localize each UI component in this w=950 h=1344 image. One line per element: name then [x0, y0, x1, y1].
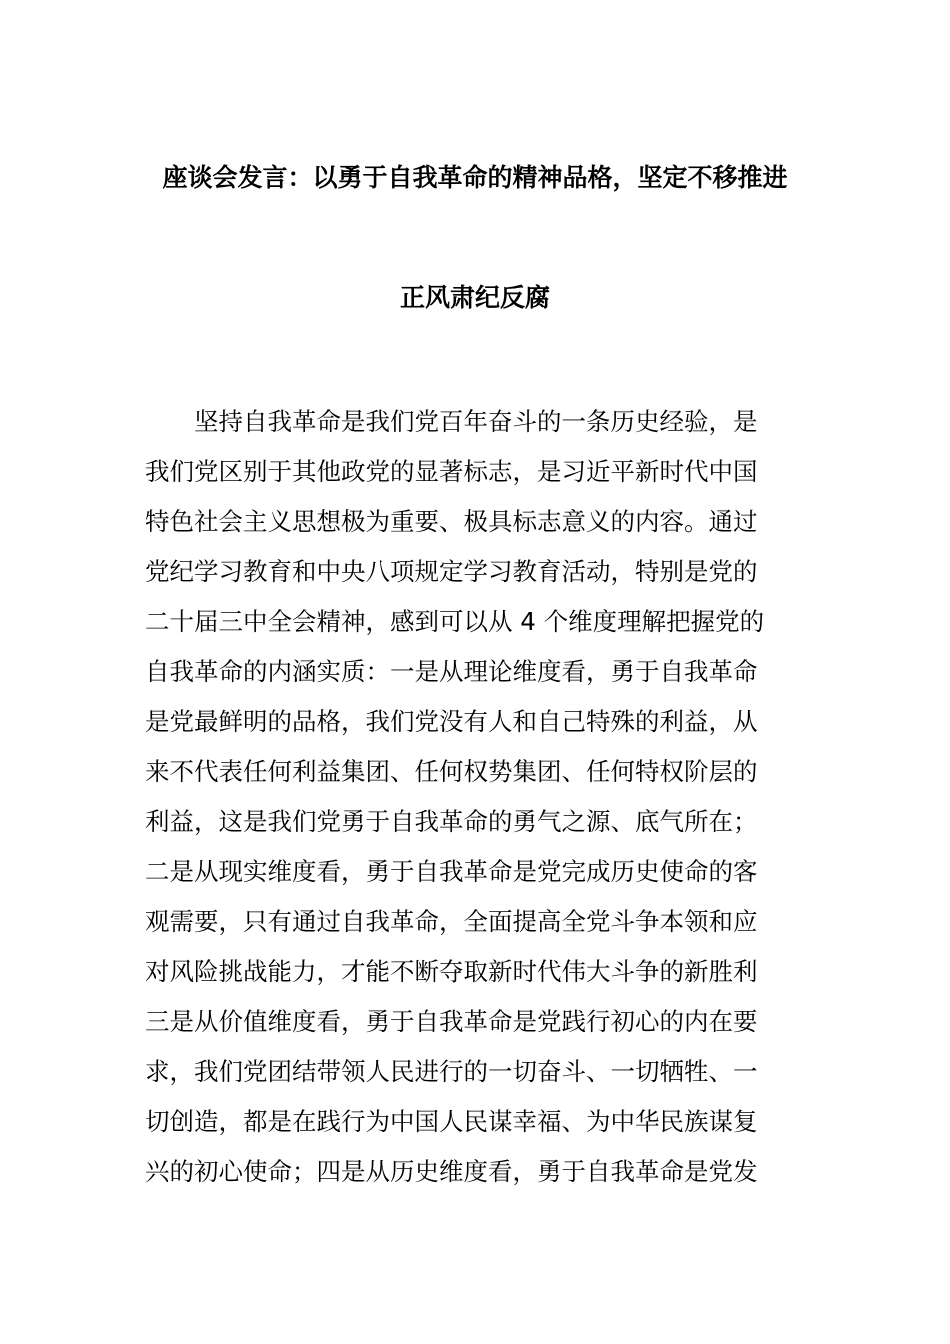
body-line: 求，我们党团结带领人民进行的一切奋斗、一切牺牲、一 [145, 1057, 758, 1086]
body-line: 自我革命的内涵实质：一是从理论维度看，勇于自我革命 [145, 657, 758, 686]
body-line: 二是从现实维度看，勇于自我革命是党完成历史使命的客 [145, 857, 758, 886]
body-line: 切创造，都是在践行为中国人民谋幸福、为中华民族谋复 [145, 1107, 758, 1136]
body-line: 我们党区别于其他政党的显著标志，是习近平新时代中国 [145, 457, 758, 486]
body-line: 兴的初心使命；四是从历史维度看，勇于自我革命是党发 [145, 1157, 758, 1186]
body-line: 观需要，只有通过自我革命，全面提高全党斗争本领和应 [145, 907, 758, 936]
body-line: 党纪学习教育和中央八项规定学习教育活动，特别是党的 [145, 557, 758, 586]
body-line: 对风险挑战能力，才能不断夺取新时代伟大斗争的新胜利 [145, 957, 758, 986]
body-line: 二十届三中全会精神，感到可以从 4 个维度理解把握党的 [145, 607, 765, 636]
body-line: 是党最鲜明的品格，我们党没有人和自己特殊的利益，从 [145, 707, 758, 736]
body-line: 三是从价值维度看，勇于自我革命是党践行初心的内在要 [145, 1007, 758, 1036]
body-line: 利益，这是我们党勇于自我革命的勇气之源、底气所在； [145, 807, 758, 836]
document-body [145, 403, 807, 1203]
document-title-line-2: 正风肃纪反腐 [399, 283, 550, 312]
body-line: 坚持自我革命是我们党百年奋斗的一条历史经验，是 [145, 407, 758, 436]
document-title-line-1: 座谈会发言：以勇于自我革命的精神品格，坚定不移推进 [162, 163, 788, 192]
body-line: 来不代表任何利益集团、任何权势集团、任何特权阶层的 [145, 757, 758, 786]
body-line: 特色社会主义思想极为重要、极具标志意义的内容。通过 [145, 507, 758, 536]
